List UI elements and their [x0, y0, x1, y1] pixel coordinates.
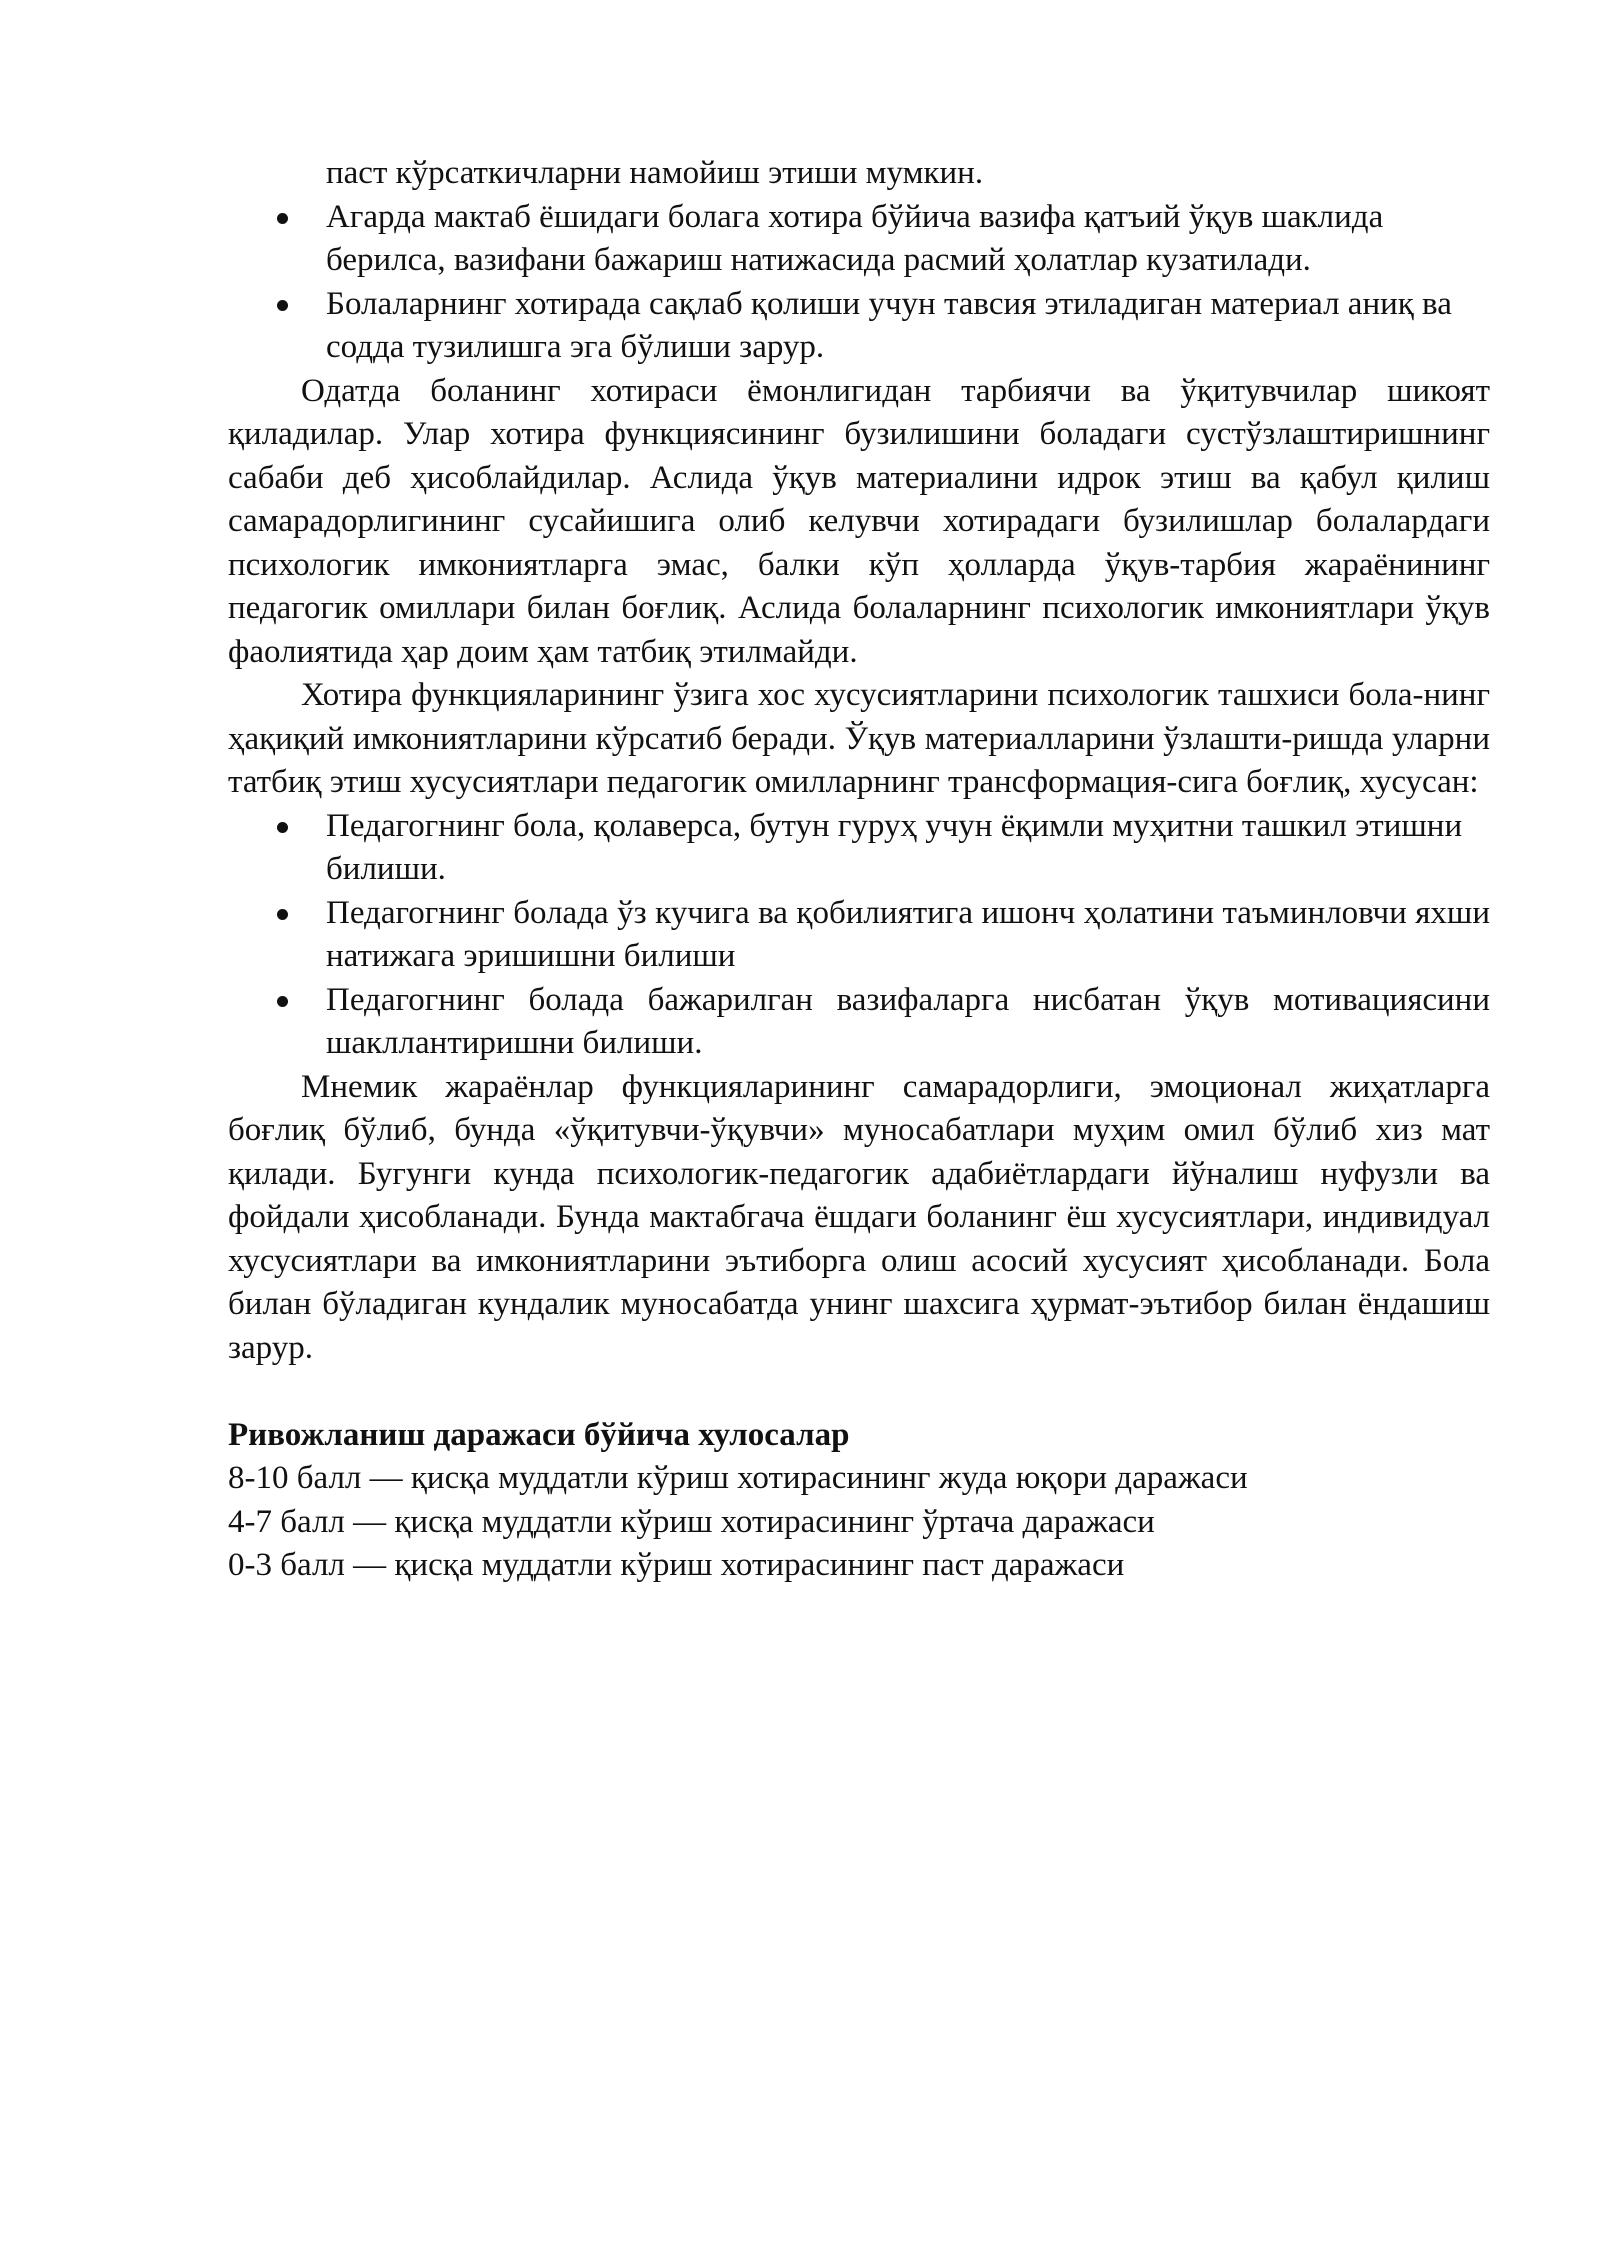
- section-heading: Ривожланиш даражаси бўйича хулосалар: [228, 1416, 850, 1453]
- paragraph: Одатда боланинг хотираси ёмонлигидан тарбиячи ва ўқитувчилар шикоят қиладилар. Улар хотира функциясининг бузилишини боладаги сустўзлаштиришнинг сабаби деб ҳисоблайдилар. Аслида ўқув материалини идрок этиш ва қабул қилиш самарадорлигининг сусайишига олиб келувчи хотирадаги бузилишлар болалардаги психологик имкониятларга эмас, балки кўп ҳолларда ўқув-тарбия жараёнининг педагогик омиллари билан боғлиқ. Аслида болаларнинг психологик имкониятлари ўқув фаолиятида ҳар доим ҳам татбиқ этилмайди.: [228, 372, 1490, 670]
- list-item: [228, 196, 1490, 283]
- bullet-icon: [277, 300, 288, 311]
- continued-bullet-text: паст кўрсаткичларни намойиш этиши мумкин.: [326, 155, 984, 191]
- list-item: [228, 892, 1490, 979]
- blank-line: [228, 1370, 1490, 1414]
- paragraph: Мнемик жараёнлар функцияларининг самарадорлиги, эмоционал жиҳатларга боғлиқ бўлиб, бунда «ўқитувчи-ўқувчи» муносабатлари муҳим омил бўлиб хиз мат қилади. Бугунги кунда психологик-педагогик адабиётлардаги йўналиш нуфузли ва фойдали ҳисобланади. Бунда мактабгача ёшдаги боланинг ёш хусусиятлари, индивидуал хусусиятлари ва имкониятларини эътиборга олиш асосий хусусият ҳисобланади. Бола билан бўладиган кундалик муносабатда унинг шахсига ҳурмат-эътибор билан ёндашиш зарур.: [228, 1068, 1490, 1366]
- score-level-line: 4-7 балл — қисқа муддатли кўриш хотирасининг ўртача даражаси: [228, 1503, 1155, 1540]
- bullet-list-2: [228, 805, 1490, 1066]
- bullet-icon: [277, 213, 288, 224]
- document-page: [228, 152, 1490, 1588]
- list-item-text: Педагогнинг бола, қолаверса, бутун гуруҳ учун ёқимли муҳитни ташкил этишни билиши.: [326, 807, 1463, 887]
- list-item-text: Болаларнинг хотирада сақлаб қолиши учун тавсия этиладиган материал аниқ ва содда тузилишга эга бўлиши зарур.: [326, 285, 1452, 365]
- list-item-text: Агарда мактаб ёшидаги болага хотира бўйича вазифа қатъий ўқув шаклида берилса, вазифани бажариш натижасида расмий ҳолатлар кузатилади.: [326, 198, 1384, 278]
- score-level-line: 0-3 балл — қисқа муддатли кўриш хотирасининг паст даражаси: [228, 1547, 1125, 1583]
- bullet-list-1: [228, 196, 1490, 370]
- list-item: [228, 979, 1490, 1066]
- list-item: [228, 805, 1490, 892]
- list-item-text: Педагогнинг болада бажарилган вазифаларга нисбатан ўқув мотивациясини шакллантиришни билиши.: [326, 981, 1490, 1061]
- score-level-line: 8-10 балл — қисқа муддатли кўриш хотирасининг жуда юқори даражаси: [228, 1460, 1248, 1496]
- list-item-text: Педагогнинг болада ўз кучига ва қобилиятига ишонч ҳолатини таъминловчи яхши натижага эришишни билиши: [326, 894, 1490, 974]
- bullet-icon: [277, 909, 288, 920]
- paragraph: Хотира функцияларининг ўзига хос хусусиятларини психологик ташхиси бола-нинг ҳақиқий имкониятларини кўрсатиб беради. Ўқув материалларини ўзлашти-ришда уларни татбиқ этиш хусусиятлари педагогик омилларнинг трансформация-сига боғлиқ, хусусан:: [228, 677, 1490, 800]
- bullet-icon: [277, 822, 288, 833]
- list-item: [228, 283, 1490, 370]
- bullet-icon: [277, 996, 288, 1007]
